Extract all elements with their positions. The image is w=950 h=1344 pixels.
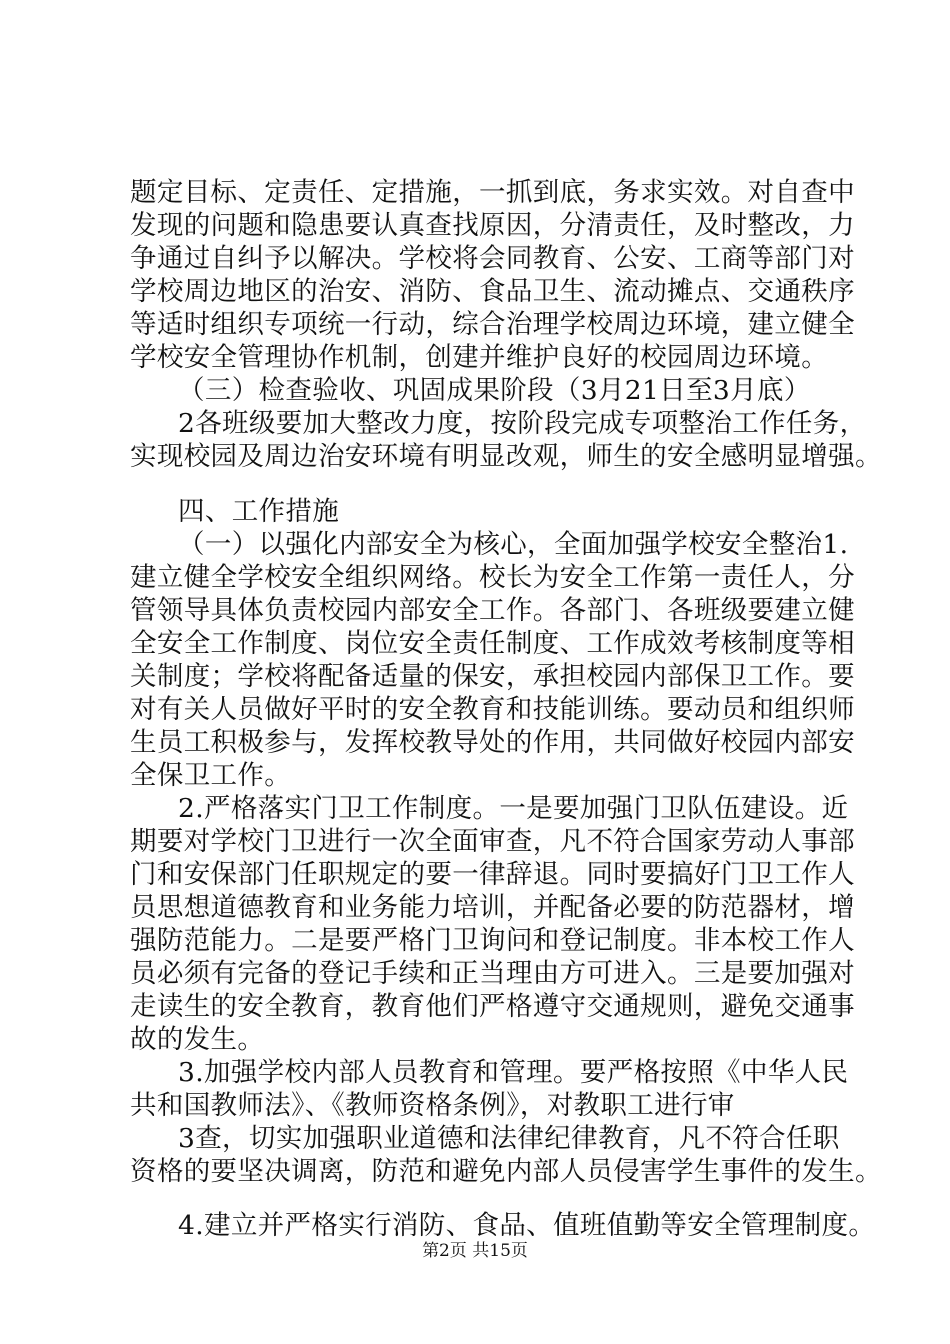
page-number: 第2页 共15页 [422, 1241, 528, 1261]
body-text-line: 全保卫工作。 [130, 760, 292, 791]
body-text-line: 等适时组织专项统一行动，综合治理学校周边环境，建立健全 [130, 309, 855, 340]
body-text-line: 学校周边地区的治安、消防、食品卫生、流动摊点、交通秩序 [130, 276, 855, 307]
section-heading: （三）检查验收、巩固成果阶段（3月21日至3月底） [178, 375, 811, 406]
body-text-line: 学校安全管理协作机制，创建并维护良好的校园周边环境。 [130, 342, 829, 373]
body-text-line: 4.建立并严格实行消防、食品、值班值勤等安全管理制度。 [178, 1210, 876, 1241]
body-text-line: 门和安保部门任职规定的要一律辞退。同时要搞好门卫工作人 [130, 859, 855, 890]
body-text-line: 故的发生。 [130, 1024, 265, 1055]
body-text-line: 生员工积极参与，发挥校教导处的作用，共同做好校园内部安 [130, 727, 855, 758]
body-text-line: 3.加强学校内部人员教育和管理。要严格按照《中华人民 [178, 1057, 849, 1088]
body-text-line: 全安全工作制度、岗位安全责任制度、工作成效考核制度等相 [130, 628, 855, 659]
body-text-line: 期要对学校门卫进行一次全面审查，凡不符合国家劳动人事部 [130, 826, 855, 857]
body-text-line: 强防范能力。二是要严格门卫询问和登记制度。非本校工作人 [130, 925, 855, 956]
body-text-line: 关制度；学校将配备适量的保安，承担校园内部保卫工作。要 [130, 661, 855, 692]
body-text-line: 对有关人员做好平时的安全教育和技能训练。要动员和组织师 [130, 694, 855, 725]
body-text-line: 资格的要坚决调离，防范和避免内部人员侵害学生事件的发生。 [130, 1156, 882, 1187]
body-text-line: 2.严格落实门卫工作制度。一是要加强门卫队伍建设。近 [178, 793, 849, 824]
body-text-line: 建立健全学校安全组织网络。校长为安全工作第一责任人，分 [130, 562, 855, 593]
body-text-line: 实现校园及周边治安环境有明显改观，师生的安全感明显增强。 [130, 441, 882, 472]
body-text-line: 题定目标、定责任、定措施，一抓到底，务求实效。对自查中 [130, 177, 855, 208]
body-text-line: 员思想道德教育和业务能力培训，并配备必要的防范器材，增 [130, 892, 855, 923]
body-text-line: 管领导具体负责校园内部安全工作。各部门、各班级要建立健 [130, 595, 855, 626]
subsection-heading: （一）以强化内部安全为核心，全面加强学校安全整治1. [178, 529, 849, 560]
section-heading: 四、工作措施 [178, 496, 340, 527]
body-text-line: 共和国教师法》、《教师资格条例》，对教职工进行审 [130, 1090, 735, 1121]
body-text-line: 2各班级要加大整改力度，按阶段完成专项整治工作任务， [178, 408, 867, 439]
body-text-line: 走读生的安全教育，教育他们严格遵守交通规则，避免交通事 [130, 991, 855, 1022]
body-text-line: 争通过自纠予以解决。学校将会同教育、公安、工商等部门对 [130, 243, 855, 274]
body-text-line: 员必须有完备的登记手续和正当理由方可进入。三是要加强对 [130, 958, 855, 989]
body-text-line: 3查，切实加强职业道德和法律纪律教育，凡不符合任职 [178, 1123, 840, 1154]
body-text-line: 发现的问题和隐患要认真查找原因，分清责任，及时整改，力 [130, 210, 855, 241]
